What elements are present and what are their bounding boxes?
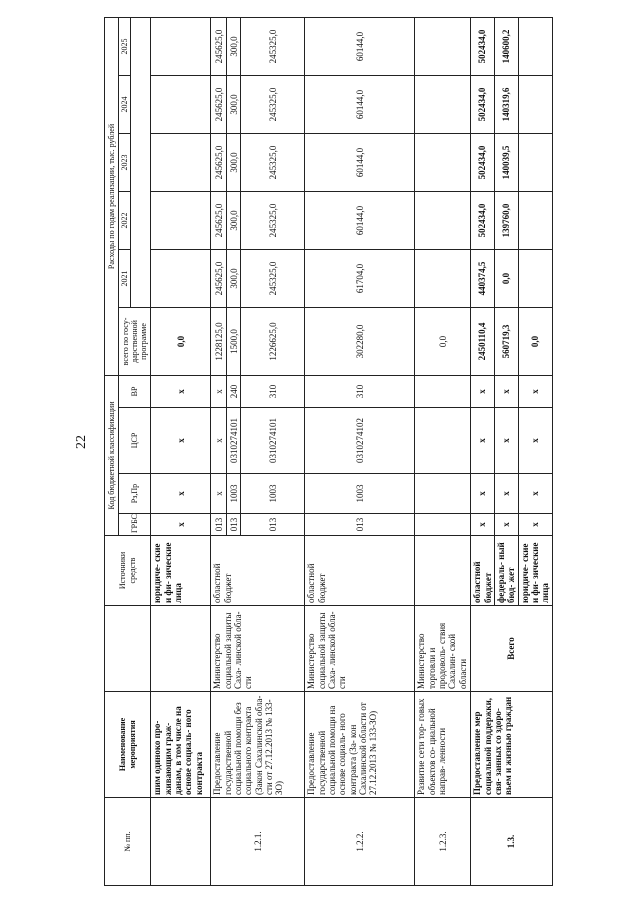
cell-2023 (415, 133, 471, 191)
cell-2021: 61704,0 (305, 249, 415, 307)
table-row (305, 17, 415, 885)
cell-rzpr: x (211, 474, 227, 514)
year-2025-header: 2025 (119, 17, 131, 75)
cell-2023: 245325,0 (241, 133, 305, 191)
cell-grbs: x (151, 514, 211, 536)
col-source-header: Источники средств (105, 536, 151, 606)
cell-source: юридиче- ские и фи- зические лица (151, 536, 211, 606)
budget-code-header: Код бюджетной классификации (105, 375, 119, 535)
cell-2023 (151, 133, 211, 191)
cell-grbs: x (494, 514, 518, 536)
cell-csr: 0310274101 (241, 408, 305, 474)
year-2024-header: 2024 (119, 75, 131, 133)
year-spacer (131, 17, 151, 307)
table-row (151, 17, 211, 885)
cell-2025: 60144,0 (305, 17, 415, 75)
cell-2025 (518, 17, 552, 75)
cell-no: 1.2.3. (415, 798, 471, 886)
cell-vr: x (471, 375, 495, 407)
cell-2022 (151, 191, 211, 249)
expenses-header: Расходы по годам реализации, тыс. рублей (105, 17, 119, 375)
cell-vr: 310 (241, 375, 305, 407)
cell-csr: x (151, 408, 211, 474)
cell-rzpr (415, 474, 471, 514)
cell-2023: 300,0 (227, 133, 241, 191)
table-row (415, 17, 471, 885)
cell-2022: 502434,0 (471, 191, 495, 249)
cell-csr: x (494, 408, 518, 474)
cell-2022: 245325,0 (241, 191, 305, 249)
cell-source: юридиче- ские и фи- зические лица (518, 536, 552, 606)
cell-2025: 245625,0 (211, 17, 227, 75)
cell-csr: 0310274101 (227, 408, 241, 474)
cell-2025: 140600,2 (494, 17, 518, 75)
cell-2024 (151, 75, 211, 133)
cell-2025: 245325,0 (241, 17, 305, 75)
cell-2022: 245625,0 (211, 191, 227, 249)
cell-vr: 310 (305, 375, 415, 407)
cell-2022: 60144,0 (305, 191, 415, 249)
col-name-header: Наименование мероприятия (105, 692, 151, 798)
cell-vr: x (518, 375, 552, 407)
cell-csr: 0310274102 (305, 408, 415, 474)
cell-vr: x (211, 375, 227, 407)
cell-vr: x (494, 375, 518, 407)
cell-csr: x (471, 408, 495, 474)
cell-2024: 140319,6 (494, 75, 518, 133)
cell-grbs: 013 (241, 514, 305, 536)
cell-name: Предоставление мер социальной поддержки, свя- занных со здоро- вьем и жизнью граждан (471, 692, 552, 798)
cell-2024: 245325,0 (241, 75, 305, 133)
cell-executor (151, 606, 211, 692)
cell-2022: 300,0 (227, 191, 241, 249)
budget-table (104, 17, 553, 886)
cell-name: Развитие сети тор- говых объектов со- циальной направ- ленности (415, 692, 471, 798)
vr-header: ВР (119, 375, 151, 407)
year-2023-header: 2023 (119, 133, 131, 191)
cell-rzpr: x (518, 474, 552, 514)
cell-2022 (415, 191, 471, 249)
cell-total: 2450110,4 (471, 307, 495, 375)
cell-2021 (151, 249, 211, 307)
cell-rzpr: x (494, 474, 518, 514)
cell-source: федераль- ный бюд- жет (494, 536, 518, 606)
cell-source: областной бюджет (305, 536, 415, 606)
cell-total: 1500,0 (227, 307, 241, 375)
csr-header: ЦСР (119, 408, 151, 474)
cell-total: 302280,0 (305, 307, 415, 375)
cell-2021: 245325,0 (241, 249, 305, 307)
cell-2023: 60144,0 (305, 133, 415, 191)
year-2021-header: 2021 (119, 249, 131, 307)
cell-2021: 440374,5 (471, 249, 495, 307)
total-header: всего по госу- дарственной программе (119, 307, 151, 375)
cell-grbs: 013 (227, 514, 241, 536)
cell-rzpr: x (471, 474, 495, 514)
cell-rzpr: 1003 (305, 474, 415, 514)
cell-executor: Министерство социальной защиты Саха- линской обла- сти (211, 606, 305, 692)
cell-2024 (518, 75, 552, 133)
cell-grbs (415, 514, 471, 536)
cell-csr: x (518, 408, 552, 474)
cell-2021 (415, 249, 471, 307)
year-2022-header: 2022 (119, 191, 131, 249)
cell-no: 1.2.2. (305, 798, 415, 886)
cell-executor: Всего (471, 606, 552, 692)
cell-total: 1226625,0 (241, 307, 305, 375)
cell-name: Предоставление государственной социальной помощи на основе социаль- ного контракта (За- кон Сахалинской области от 27.12.2013 № 133-ЗО) (305, 692, 415, 798)
cell-2025: 300,0 (227, 17, 241, 75)
cell-source: областной бюджет (471, 536, 495, 606)
table-row (471, 17, 495, 885)
cell-no (151, 798, 211, 886)
cell-2024: 245625,0 (211, 75, 227, 133)
cell-grbs: 013 (211, 514, 227, 536)
cell-total: 0,0 (518, 307, 552, 375)
col-no-header: № пп. (105, 798, 151, 886)
cell-2021: 0,0 (494, 249, 518, 307)
cell-name: шим одиноко про- живающим граж- данам, в том числе на основе социаль- ного контракта (151, 692, 211, 798)
cell-2022: 139760,0 (494, 191, 518, 249)
cell-2024: 300,0 (227, 75, 241, 133)
cell-2024: 502434,0 (471, 75, 495, 133)
col-executor-header (105, 606, 151, 692)
cell-2021: 245625,0 (211, 249, 227, 307)
cell-2024: 60144,0 (305, 75, 415, 133)
rzpr-header: Рз,Пр (119, 474, 151, 514)
cell-grbs: x (518, 514, 552, 536)
cell-csr (415, 408, 471, 474)
cell-vr (415, 375, 471, 407)
cell-no: 1.3. (471, 798, 552, 886)
cell-rzpr: 1003 (227, 474, 241, 514)
cell-rzpr: x (151, 474, 211, 514)
cell-vr: 240 (227, 375, 241, 407)
page-number: 22 (74, 435, 89, 449)
cell-executor: Министерство социальной защиты Саха- линской обла- сти (305, 606, 415, 692)
cell-source: областной бюджет (211, 536, 305, 606)
cell-total: 1228125,0 (211, 307, 227, 375)
cell-2025 (415, 17, 471, 75)
cell-source (415, 536, 471, 606)
cell-2023 (518, 133, 552, 191)
cell-csr: x (211, 408, 227, 474)
grbs-header: ГРБС (119, 514, 151, 536)
rotated-table-container (104, 18, 551, 886)
cell-2023: 140039,5 (494, 133, 518, 191)
cell-2023: 502434,0 (471, 133, 495, 191)
cell-total: 0,0 (415, 307, 471, 375)
cell-executor: Министерство торговли и продоволь- ствия Сахалин- ской области (415, 606, 471, 692)
cell-total: 0,0 (151, 307, 211, 375)
cell-2021 (518, 249, 552, 307)
cell-vr: x (151, 375, 211, 407)
cell-2024 (415, 75, 471, 133)
cell-2025 (151, 17, 211, 75)
cell-2022 (518, 191, 552, 249)
cell-name: Предоставление государственной социальной помощи без социального контракта (Закон Сахалинской обла- сти от 27.12.2013 № 133-ЗО) (211, 692, 305, 798)
cell-rzpr: 1003 (241, 474, 305, 514)
cell-total: 560719,3 (494, 307, 518, 375)
cell-2025: 502434,0 (471, 17, 495, 75)
cell-grbs: x (471, 514, 495, 536)
cell-2021: 300,0 (227, 249, 241, 307)
cell-grbs: 013 (305, 514, 415, 536)
table-row (211, 17, 227, 885)
cell-no: 1.2.1. (211, 798, 305, 886)
cell-2023: 245625,0 (211, 133, 227, 191)
